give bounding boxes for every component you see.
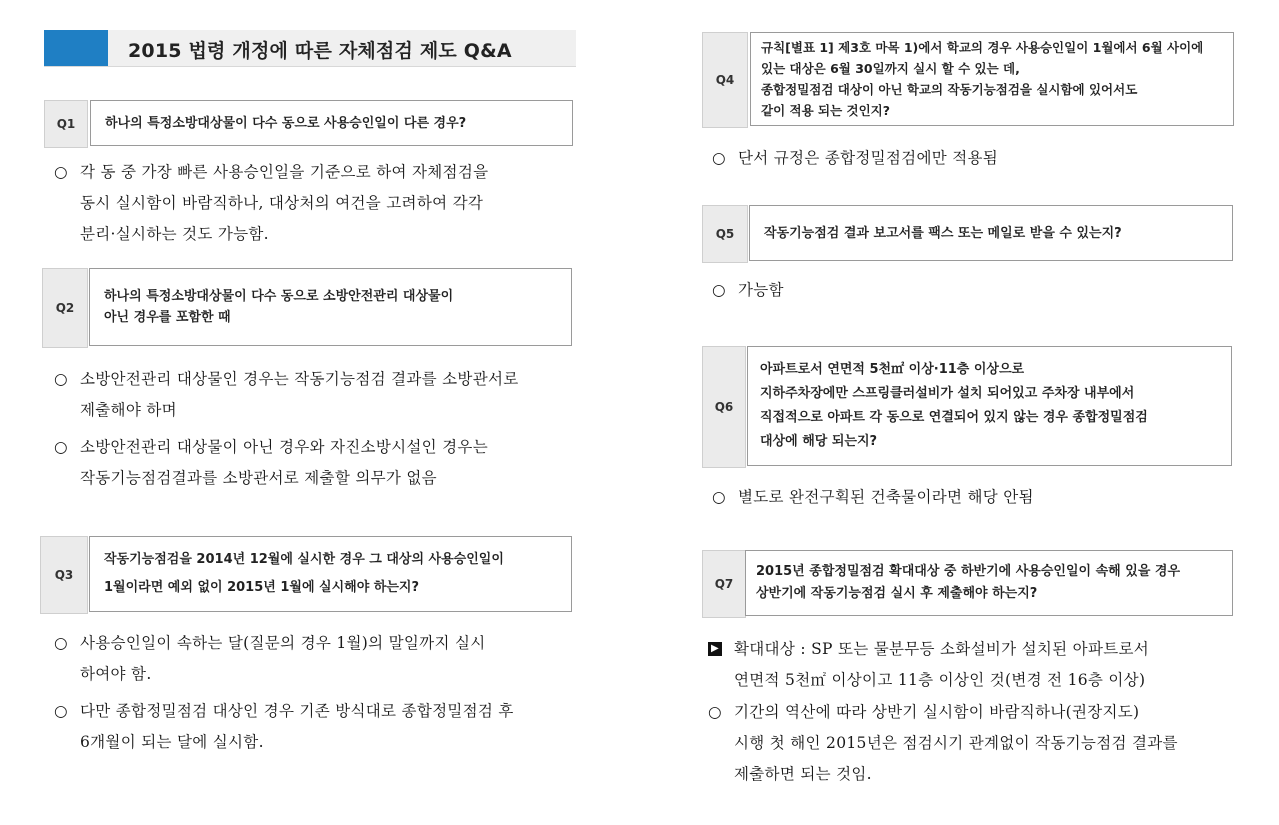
q2-question-line2: 아닌 경우를 포함한 때: [104, 310, 231, 325]
q7-note-text: 확대대상 : SP 또는 물분무등 소화설비가 설치된 아파트로서 연면적 5천㎡ 이상이고 11층 이상인 것(변경 전 16층 이상): [734, 640, 1150, 689]
q6-question-box: [747, 346, 1232, 466]
q4-answer-1: [712, 143, 1252, 174]
q3-question-line2: 1월이라면 예외 없이 2015년 1월에 실시해야 하는지?: [104, 580, 420, 595]
circle-bullet-icon: ○: [54, 163, 68, 181]
q1-label: Q1: [44, 100, 88, 148]
circle-bullet-icon: ○: [54, 634, 68, 652]
q3-question-line1: 작동기능점검을 2014년 12월에 실시한 경우 그 대상의 사용승인일이: [104, 552, 504, 567]
q1-question: 하나의 특정소방대상물이 다수 동으로 사용승인일이 다른 경우?: [105, 115, 467, 131]
q3-question-box: [89, 536, 572, 612]
q2-answer-text-1: 소방안전관리 대상물인 경우는 작동기능점검 결과를 소방관서로 제출해야 하며: [80, 370, 519, 419]
q7-answer-text: 기간의 역산에 따라 상반기 실시함이 바람직하나(권장지도) 시행 첫 해인 2015년은 점검시기 관계없이 작동기능점검 결과를 제출하면 되는 것임.: [734, 703, 1178, 783]
q5-answer-1: [712, 275, 1252, 306]
q4-question-box: [750, 32, 1234, 126]
q7-question-line1: 2015년 종합정밀점검 확대대상 중 하반기에 사용승인일이 속해 있을 경우: [756, 564, 1181, 579]
q2-answer-2: [54, 432, 584, 494]
q6-answer-1: [712, 482, 1252, 513]
q6-question-line4: 대상에 해당 되는지?: [760, 434, 878, 449]
q1-answer-text: 각 동 중 가장 빠른 사용승인일을 기준으로 하여 자체점검을 동시 실시함이 바람직하나, 대상처의 여건을 고려하여 각각 분리·실시하는 것도 가능함.: [80, 163, 489, 243]
q6-question-line1: 아파트로서 연면적 5천㎡ 이상·11층 이상으로: [760, 362, 1025, 377]
circle-bullet-icon: ○: [712, 149, 726, 167]
circle-bullet-icon: ○: [54, 370, 68, 388]
q2-answer-1: [54, 364, 584, 426]
q4-question-line4: 같이 적용 되는 것인지?: [761, 103, 890, 118]
q5-question-box: [749, 205, 1233, 261]
q6-label: Q6: [702, 346, 746, 468]
q5-label: Q5: [702, 205, 748, 263]
q2-question-box: [89, 268, 572, 346]
q6-question-line3: 직접적으로 아파트 각 동으로 연결되어 있지 않는 경우 종합정밀점검: [760, 410, 1148, 425]
q4-question-line1: 규칙[별표 1] 제3호 마목 1)에서 학교의 경우 사용승인일이 1월에서 6월 사이에: [761, 40, 1204, 55]
q7-note: [708, 634, 1256, 696]
circle-bullet-icon: ○: [712, 488, 726, 506]
q4-question-line3: 종합정밀점검 대상이 아닌 학교의 작동기능점검을 실시함에 있어서도: [761, 82, 1138, 97]
q2-label: Q2: [42, 268, 88, 348]
q7-question-line2: 상반기에 작동기능점검 실시 후 제출해야 하는지?: [756, 586, 1038, 601]
circle-bullet-icon: ○: [708, 703, 722, 721]
q7-answer-1: [708, 697, 1256, 790]
q6-answer-text: 별도로 완전구획된 건축물이라면 해당 안됨: [738, 488, 1034, 506]
q1-question-box: [90, 100, 573, 146]
circle-bullet-icon: ○: [54, 702, 68, 720]
page-title: 2015 법령 개정에 따른 자체점검 제도 Q&A: [128, 40, 512, 62]
q1-answer-1: [54, 157, 584, 250]
q7-label: Q7: [702, 550, 746, 618]
q4-label: Q4: [702, 32, 748, 128]
q4-answer-text: 단서 규정은 종합정밀점검에만 적용됨: [738, 149, 999, 167]
q2-question-line1: 하나의 특정소방대상물이 다수 동으로 소방안전관리 대상물이: [104, 289, 454, 304]
q5-question: 작동기능점검 결과 보고서를 팩스 또는 메일로 받을 수 있는지?: [764, 225, 1122, 241]
q3-answer-1: [54, 628, 584, 690]
q6-question-line2: 지하주차장에만 스프링클러설비가 설치 되어있고 주차장 내부에서: [760, 386, 1135, 401]
q5-answer-text: 가능함: [738, 281, 784, 299]
circle-bullet-icon: ○: [54, 438, 68, 456]
circle-bullet-icon: ○: [712, 281, 726, 299]
title-accent-block: [44, 30, 108, 66]
q7-question-box: [745, 550, 1233, 616]
q2-answer-text-2: 소방안전관리 대상물이 아닌 경우와 자진소방시설인 경우는 작동기능점검결과를 소방관서로 제출할 의무가 없음: [80, 438, 488, 487]
q3-answer-text-2: 다만 종합정밀점검 대상인 경우 기존 방식대로 종합정밀점검 후 6개월이 되는 달에 실시함.: [80, 702, 514, 751]
q3-answer-2: [54, 696, 584, 758]
q4-question-line2: 있는 대상은 6월 30일까지 실시 할 수 있는 데,: [761, 61, 1020, 76]
q3-label: Q3: [40, 536, 88, 614]
q3-answer-text-1: 사용승인일이 속하는 달(질문의 경우 1월)의 말일까지 실시 하여야 함.: [80, 634, 486, 683]
arrow-box-icon: ▶: [708, 642, 722, 656]
